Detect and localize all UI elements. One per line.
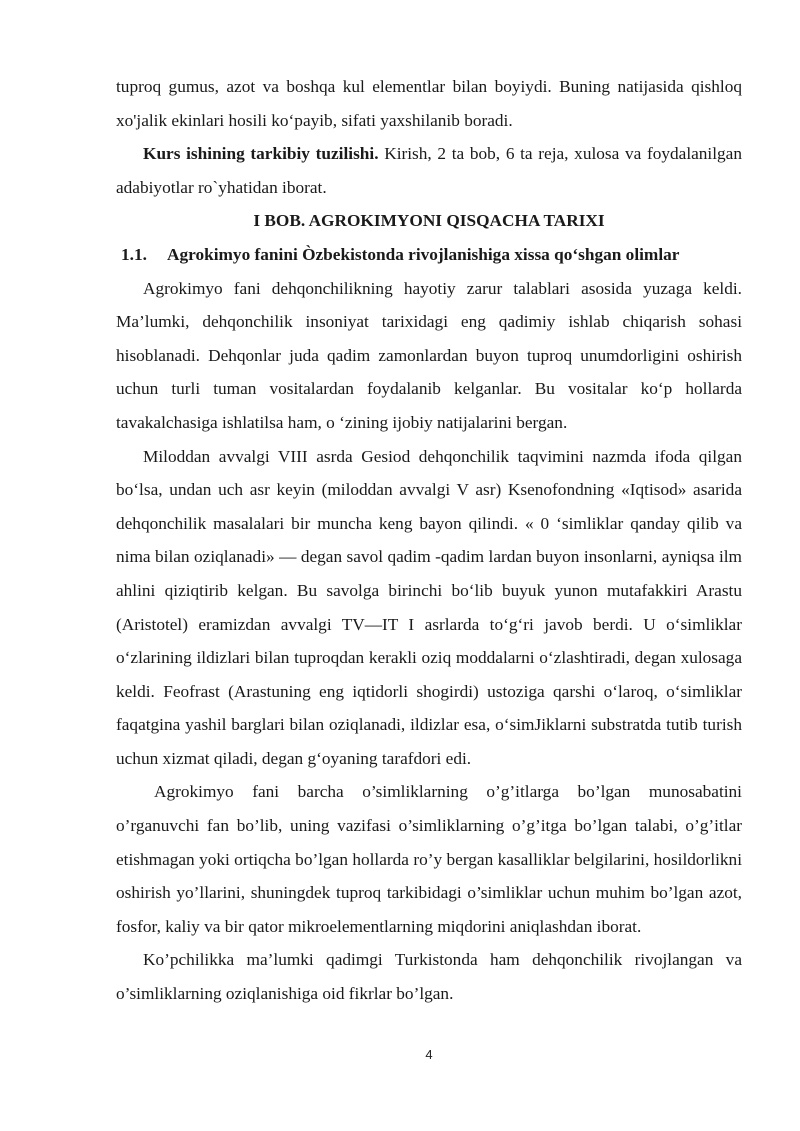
course-structure-text: Kirish, 2 ta bob, 6 ta reja, xulosa va foydalanilgan adabiyotlar ro`yhatidan iborat. bbox=[116, 144, 742, 197]
course-structure-label: Kurs ishining tarkibiy tuzilishi. bbox=[143, 144, 379, 164]
section-number: 1.1. bbox=[121, 244, 147, 264]
section-title: Agrokimyo fanini Òzbekistonda rivojlanishiga xissa qo‘shgan olimlar bbox=[167, 244, 680, 264]
section-heading bbox=[121, 238, 742, 272]
paragraph-intro-end: tuproq gumus, azot va boshqa kul elementlar bilan boyiydi. Buning natijasida qishloq xo'jalik ekinlari hosili ko‘payib, sifati yaxshilanib boradi. bbox=[116, 77, 742, 130]
paragraph-history: Miloddan avvalgi VIII asrda Gesiod dehqonchilik taqvimini nazmda ifoda qilgan bo‘lsa, undan uch asr keyin (miloddan avvalgi V asr) Ksenofondning «Iqtisod» asarida dehqonchilik masalalari bir muncha keng bayon qilindi. « 0 ‘simliklar qanday qilib va nima bilan oziqlanadi» — degan savol qadim -qadim lardan buyon insonlarni, ayniqsa ilm ahlini qiziqtirib kelgan. Bu savolga birinchi bo‘lib buyuk yunon mutafakkiri Arastu (Aristotel) eramizdan avvalgi TV—IT I asrlarda to‘g‘ri javob berdi. U o‘simliklar o‘zlarining ildizlari bilan tuproqdan kerakli oziq moddalarni o‘zlashtiradi, degan xulosaga keldi. Feofrast (Arastuning eng iqtidorli shogirdi) ustoziga qarshi o‘laroq, o‘simliklar faqatgina yashil barglari bilan oziqlanadi, ildizlar esa, o‘simJiklarni substratda tutib turish uchun xizmat qiladi, degan g‘oyaning tarafdori edi. bbox=[116, 446, 742, 768]
chapter-title: I BOB. AGROKIMYONI QISQACHA TARIXI bbox=[253, 211, 605, 231]
paragraph-definition: Agrokimyo fani barcha o’simliklarning o’g’itlarga bo’lgan munosabatini o’rganuvchi fan bo’lib, uning vazifasi o’simliklarning o’g’itga bo’lgan talabi, o’g’itlar etishmagan yoki ortiqcha bo’lgan hollarda ro’y bergan kasalliklar belgilarini, hosildorlikni oshirish yo’llarini, shuningdek tuproq tarkibidagi o’simliklar uchun muhim bo’lgan azot, fosfor, kaliy va bir qator mikroelementlarning miqdorini aniqlashdan iborat. bbox=[116, 782, 742, 936]
paragraph-agrochemistry-origin: Agrokimyo fani dehqonchilikning hayotiy zarur talablari asosida yuzaga keldi. Ma’lumki, dehqonchilik insoniyat tarixidagi eng qadimiy ishlab chiqarish sohasi hisoblanadi. Dehqonlar juda qadim zamonlardan buyon tuproq unumdorligini oshirish uchun turli tuman vositalardan foydalanib kelganlar. Bu vositalar ko‘p hollarda tavakalchasiga ishlatilsa ham, o ‘zining ijobiy natijalarini bergan. bbox=[116, 278, 742, 432]
page-body bbox=[116, 70, 742, 1011]
paragraph-course-structure bbox=[116, 137, 742, 204]
page-number: 4 bbox=[425, 1047, 433, 1062]
paragraph-turkistan: Ko’pchilikka ma’lumki qadimgi Turkistonda ham dehqonchilik rivojlangan va o’simliklarning oziqlanishiga oid fikrlar bo’lgan. bbox=[116, 950, 742, 1004]
